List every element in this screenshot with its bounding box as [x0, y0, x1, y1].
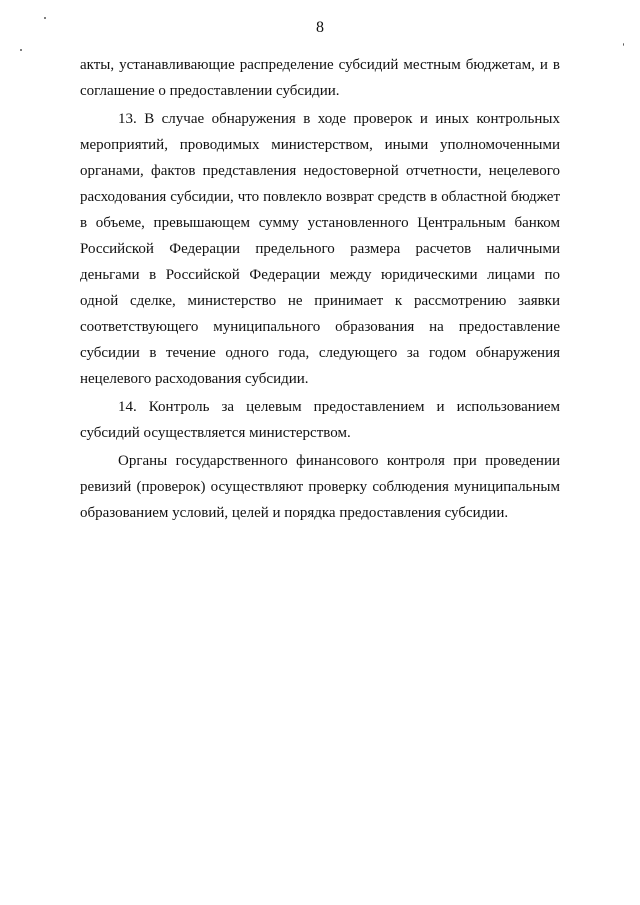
- paragraph-continuation: акты, устанавливающие распределение субсидий местным бюджетам, и в соглашение о предоставлении субсидии.: [80, 57, 560, 99]
- scan-speck: [20, 49, 22, 51]
- paragraph-14: 14. Контроль за целевым предоставлением и использованием субсидий осуществляется министерством.: [80, 399, 560, 441]
- page-number: 8: [316, 19, 324, 36]
- paragraph-financial-control: Органы государственного финансового контроля при проведении ревизий (проверок) осуществляют проверку соблюдения муниципальным образованием условий, целей и порядка предоставления субсидии.: [80, 453, 560, 521]
- paragraph-13: 13. В случае обнаружения в ходе проверок и иных контрольных мероприятий, проводимых министерством, иными уполномоченными органами, фактов представления недостоверной отчетности, нецелевого расходования субсидии, что повлекло возврат средств в областной бюджет в объеме, превышающем сумму установленного Центральным банком Российской Федерации предельного размера расчетов наличными деньгами в Российской Федерации между юридическими лицами по одной сделке, министерство не принимает к рассмотрению заявки соответствующего муниципального образования на предоставление субсидии в течение одного года, следующего за годом обнаружения нецелевого расходования субсидии.: [80, 111, 560, 387]
- scan-speck: [623, 43, 624, 46]
- document-body: [80, 52, 560, 526]
